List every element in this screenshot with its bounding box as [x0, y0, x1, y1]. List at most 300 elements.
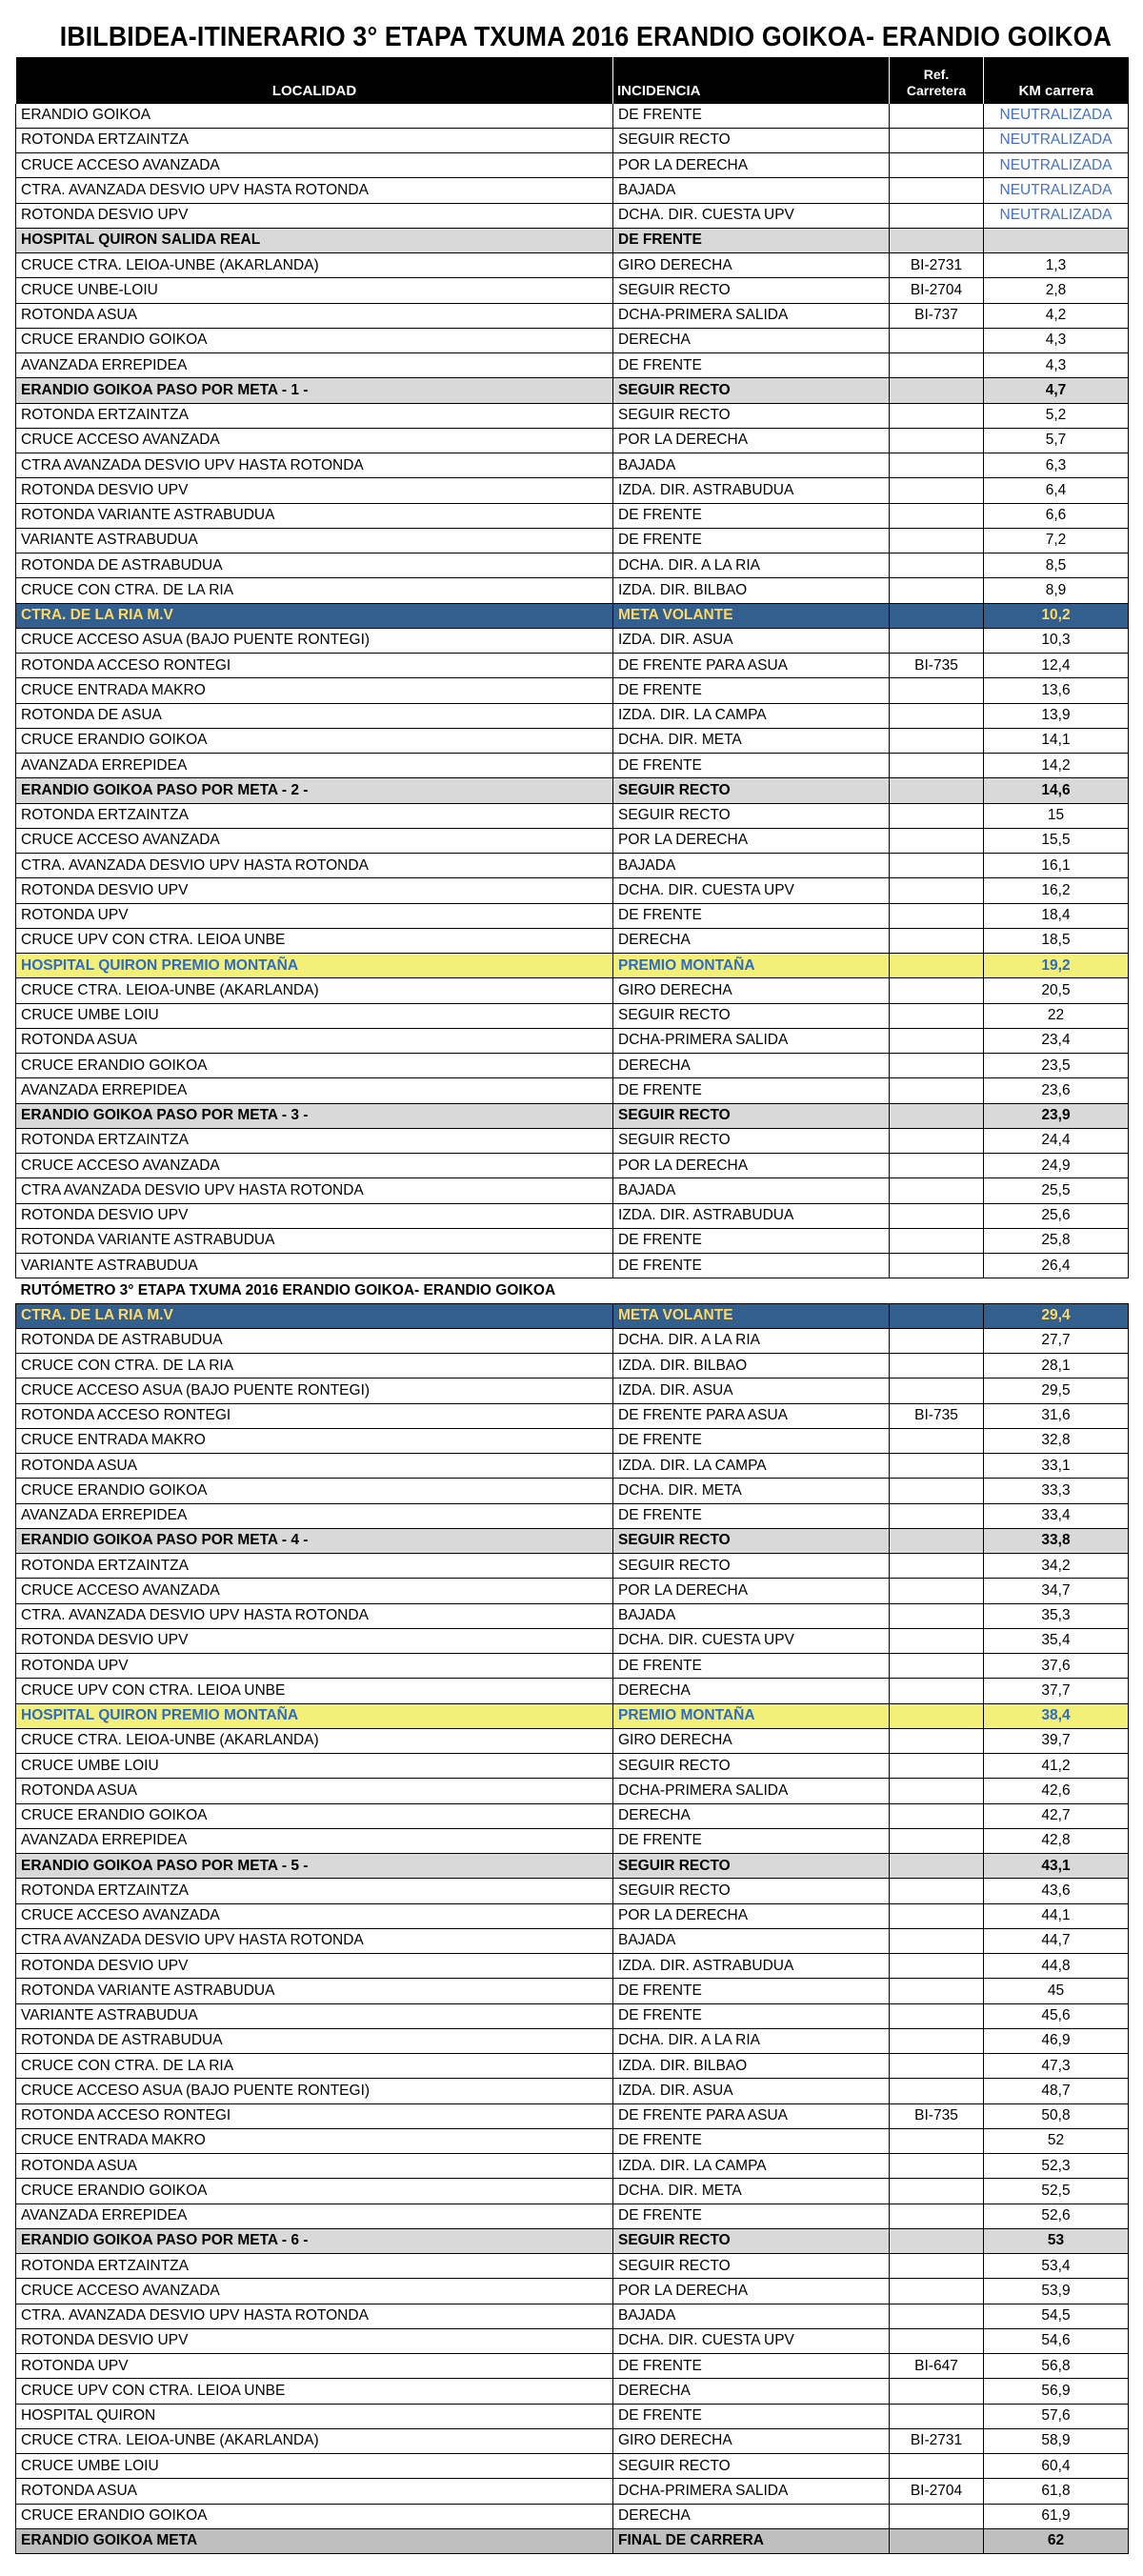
ref-carretera-cell: [890, 453, 984, 478]
ref-carretera-cell: [890, 1803, 984, 1828]
km-cell: 41,2: [984, 1754, 1129, 1779]
table-row: [16, 928, 1129, 953]
table-row: [16, 1728, 1129, 1753]
km-cell: 35,3: [984, 1603, 1129, 1628]
table-row: [16, 2304, 1129, 2328]
localidad-cell: ROTONDA ERTZAINTZA: [16, 128, 613, 152]
incidencia-cell: DE FRENTE: [613, 678, 890, 703]
incidencia-cell: SEGUIR RECTO: [613, 2254, 890, 2279]
localidad-cell: HOSPITAL QUIRON PREMIO MONTAÑA: [16, 954, 613, 978]
ref-carretera-cell: [890, 2404, 984, 2428]
table-row: [16, 403, 1129, 428]
localidad-cell: ROTONDA ASUA: [16, 1454, 613, 1479]
ref-carretera-cell: [890, 1828, 984, 1853]
header-ref-carretera: [890, 57, 984, 103]
ref-carretera-cell: [890, 403, 984, 428]
table-row: [16, 1554, 1129, 1579]
localidad-cell: ERANDIO GOIKOA PASO POR META - 1 -: [16, 378, 613, 403]
incidencia-cell: DE FRENTE: [613, 2204, 890, 2228]
incidencia-cell: DE FRENTE PARA ASUA: [613, 654, 890, 678]
ref-carretera-cell: [890, 2454, 984, 2479]
table-row: [16, 2028, 1129, 2053]
localidad-cell: ROTONDA DESVIO UPV: [16, 878, 613, 903]
ref-carretera-cell: [890, 1854, 984, 1879]
localidad-cell: ROTONDA VARIANTE ASTRABUDUA: [16, 1979, 613, 2003]
incidencia-cell: POR LA DERECHA: [613, 1579, 890, 1603]
km-cell: 29,4: [984, 1303, 1129, 1328]
km-cell: 10,2: [984, 603, 1129, 628]
ref-carretera-cell: [890, 2528, 984, 2553]
incidencia-cell: PREMIO MONTAÑA: [613, 954, 890, 978]
table-row: [16, 603, 1129, 628]
table-row: [16, 2454, 1129, 2479]
localidad-cell: AVANZADA ERREPIDEA: [16, 754, 613, 778]
table-row: [16, 1903, 1129, 1928]
ref-carretera-cell: [890, 1503, 984, 1528]
km-cell: 14,6: [984, 778, 1129, 803]
localidad-cell: ERANDIO GOIKOA PASO POR META - 4 -: [16, 1528, 613, 1553]
localidad-cell: AVANZADA ERREPIDEA: [16, 353, 613, 378]
ref-carretera-cell: [890, 2504, 984, 2528]
localidad-cell: ROTONDA ASUA: [16, 2154, 613, 2179]
localidad-cell: ROTONDA DE ASTRABUDUA: [16, 2028, 613, 2053]
ref-carretera-cell: [890, 728, 984, 753]
localidad-cell: CRUCE UNBE-LOIU: [16, 278, 613, 303]
ref-carretera-cell: [890, 553, 984, 578]
incidencia-cell: SEGUIR RECTO: [613, 403, 890, 428]
table-row: [16, 253, 1129, 278]
table-row: [16, 628, 1129, 653]
localidad-cell: CTRA AVANZADA DESVIO UPV HASTA ROTONDA: [16, 1928, 613, 1953]
km-cell: 24,4: [984, 1128, 1129, 1153]
ref-carretera-cell: [890, 2254, 984, 2279]
ref-carretera-cell: [890, 954, 984, 978]
localidad-cell: CRUCE ERANDIO GOIKOA: [16, 1479, 613, 1503]
ref-carretera-cell: [890, 353, 984, 378]
ref-carretera-cell: [890, 528, 984, 553]
header-incidencia: INCIDENCIA: [613, 57, 890, 103]
km-cell: 25,8: [984, 1228, 1129, 1253]
incidencia-cell: DCHA-PRIMERA SALIDA: [613, 1028, 890, 1053]
table-row: [16, 703, 1129, 728]
km-cell: 61,8: [984, 2479, 1129, 2504]
incidencia-cell: DE FRENTE: [613, 2354, 890, 2379]
table-row: [16, 528, 1129, 553]
incidencia-cell: DCHA. DIR. CUESTA UPV: [613, 878, 890, 903]
table-row: [16, 2079, 1129, 2103]
km-cell: 26,4: [984, 1254, 1129, 1278]
km-cell: 6,3: [984, 453, 1129, 478]
localidad-cell: AVANZADA ERREPIDEA: [16, 1078, 613, 1103]
km-cell: 6,6: [984, 503, 1129, 528]
table-row: [16, 453, 1129, 478]
incidencia-cell: DERECHA: [613, 1679, 890, 1703]
incidencia-cell: BAJADA: [613, 2304, 890, 2328]
km-cell: 44,1: [984, 1903, 1129, 1928]
table-row: [16, 1754, 1129, 1779]
incidencia-cell: META VOLANTE: [613, 1303, 890, 1328]
header-row: [16, 57, 1129, 103]
km-cell: 33,8: [984, 1528, 1129, 1553]
localidad-cell: CRUCE ACCESO AVANZADA: [16, 1154, 613, 1178]
km-cell: 5,2: [984, 403, 1129, 428]
incidencia-cell: POR LA DERECHA: [613, 1154, 890, 1178]
localidad-cell: CTRA. AVANZADA DESVIO UPV HASTA ROTONDA: [16, 2304, 613, 2328]
km-cell: 13,9: [984, 703, 1129, 728]
localidad-cell: CRUCE ENTRADA MAKRO: [16, 2128, 613, 2153]
localidad-cell: ROTONDA VARIANTE ASTRABUDUA: [16, 1228, 613, 1253]
table-row: [16, 754, 1129, 778]
km-cell: 54,6: [984, 2328, 1129, 2353]
incidencia-cell: DE FRENTE: [613, 1654, 890, 1679]
incidencia-cell: SEGUIR RECTO: [613, 1754, 890, 1779]
table-row: [16, 2528, 1129, 2553]
table-row: [16, 1579, 1129, 1603]
localidad-cell: ROTONDA DESVIO UPV: [16, 1203, 613, 1228]
localidad-cell: VARIANTE ASTRABUDUA: [16, 528, 613, 553]
table-row: [16, 1779, 1129, 1803]
incidencia-cell: IZDA. DIR. LA CAMPA: [613, 2154, 890, 2179]
table-row: [16, 1603, 1129, 1628]
km-cell: 52,6: [984, 2204, 1129, 2228]
localidad-cell: CRUCE UPV CON CTRA. LEIOA UNBE: [16, 2379, 613, 2404]
localidad-cell: ERANDIO GOIKOA PASO POR META - 2 -: [16, 778, 613, 803]
localidad-cell: ROTONDA ERTZAINTZA: [16, 403, 613, 428]
table-row: [16, 2254, 1129, 2279]
km-cell: 24,9: [984, 1154, 1129, 1178]
table-row: [16, 128, 1129, 152]
ref-carretera-cell: [890, 1428, 984, 1453]
localidad-cell: ROTONDA ERTZAINTZA: [16, 1554, 613, 1579]
km-cell: 33,1: [984, 1454, 1129, 1479]
table-row: [16, 878, 1129, 903]
localidad-cell: CRUCE ACCESO ASUA (BAJO PUENTE RONTEGI): [16, 2079, 613, 2103]
incidencia-cell: IZDA. DIR. ASUA: [613, 2079, 890, 2103]
localidad-cell: CRUCE ACCESO AVANZADA: [16, 153, 613, 178]
km-cell: 52: [984, 2128, 1129, 2153]
ref-carretera-cell: [890, 1703, 984, 1728]
incidencia-cell: DE FRENTE: [613, 1828, 890, 1853]
km-cell: 27,7: [984, 1328, 1129, 1353]
km-cell: 23,6: [984, 1078, 1129, 1103]
ref-carretera-cell: [890, 1303, 984, 1328]
table-row: [16, 1928, 1129, 1953]
table-row: [16, 178, 1129, 203]
ref-carretera-cell: BI-735: [890, 654, 984, 678]
km-cell: 47,3: [984, 2054, 1129, 2079]
incidencia-cell: DCHA. DIR. META: [613, 728, 890, 753]
ref-carretera-cell: [890, 754, 984, 778]
table-row: [16, 1803, 1129, 1828]
localidad-cell: CTRA AVANZADA DESVIO UPV HASTA ROTONDA: [16, 1178, 613, 1203]
ref-carretera-cell: [890, 1228, 984, 1253]
localidad-cell: CRUCE CON CTRA. DE LA RIA: [16, 578, 613, 603]
ref-carretera-cell: [890, 1728, 984, 1753]
ref-carretera-cell: [890, 378, 984, 403]
incidencia-cell: GIRO DERECHA: [613, 1728, 890, 1753]
incidencia-cell: DCHA. DIR. CUESTA UPV: [613, 1628, 890, 1653]
km-cell: 19,2: [984, 954, 1129, 978]
incidencia-cell: DERECHA: [613, 928, 890, 953]
incidencia-cell: DE FRENTE: [613, 353, 890, 378]
ref-carretera-cell: [890, 2328, 984, 2353]
table-row: [16, 1003, 1129, 1028]
km-cell: 15,5: [984, 828, 1129, 853]
ref-carretera-cell: [890, 1928, 984, 1953]
incidencia-cell: SEGUIR RECTO: [613, 1528, 890, 1553]
incidencia-cell: SEGUIR RECTO: [613, 1554, 890, 1579]
incidencia-cell: POR LA DERECHA: [613, 2279, 890, 2304]
localidad-cell: CRUCE CON CTRA. DE LA RIA: [16, 2054, 613, 2079]
ref-carretera-cell: [890, 1203, 984, 1228]
incidencia-cell: IZDA. DIR. BILBAO: [613, 1354, 890, 1379]
km-cell: 23,5: [984, 1054, 1129, 1078]
table-row: [16, 654, 1129, 678]
ref-carretera-cell: [890, 2179, 984, 2204]
incidencia-cell: DE FRENTE: [613, 903, 890, 928]
km-cell: NEUTRALIZADA: [984, 203, 1129, 228]
ref-carretera-cell: [890, 903, 984, 928]
localidad-cell: CTRA. AVANZADA DESVIO UPV HASTA ROTONDA: [16, 1603, 613, 1628]
incidencia-cell: SEGUIR RECTO: [613, 1879, 890, 1903]
localidad-cell: ROTONDA DESVIO UPV: [16, 203, 613, 228]
localidad-cell: ROTONDA ERTZAINTZA: [16, 803, 613, 828]
localidad-cell: CRUCE ERANDIO GOIKOA: [16, 2504, 613, 2528]
ref-carretera-cell: [890, 1679, 984, 1703]
km-cell: 23,9: [984, 1103, 1129, 1128]
km-cell: 45: [984, 1979, 1129, 2003]
km-cell: 25,5: [984, 1178, 1129, 1203]
ref-carretera-cell: [890, 1379, 984, 1403]
incidencia-cell: DE FRENTE: [613, 1503, 890, 1528]
table-row: [16, 1628, 1129, 1653]
km-cell: 4,3: [984, 328, 1129, 352]
table-row: [16, 553, 1129, 578]
km-cell: 53,9: [984, 2279, 1129, 2304]
table-row: [16, 1128, 1129, 1153]
table-row: [16, 1954, 1129, 1979]
ref-carretera-cell: [890, 1479, 984, 1503]
itinerary-rows: [16, 103, 1129, 2554]
km-cell: 32,8: [984, 1428, 1129, 1453]
km-cell: 46,9: [984, 2028, 1129, 2053]
localidad-cell: CRUCE ACCESO ASUA (BAJO PUENTE RONTEGI): [16, 628, 613, 653]
km-cell: 33,4: [984, 1503, 1129, 1528]
ref-carretera-cell: [890, 803, 984, 828]
incidencia-cell: DE FRENTE PARA ASUA: [613, 1403, 890, 1428]
localidad-cell: CRUCE CON CTRA. DE LA RIA: [16, 1354, 613, 1379]
km-cell: 15: [984, 803, 1129, 828]
incidencia-cell: FINAL DE CARRERA: [613, 2528, 890, 2553]
incidencia-cell: DE FRENTE: [613, 1979, 890, 2003]
km-cell: 60,4: [984, 2454, 1129, 2479]
incidencia-cell: DE FRENTE: [613, 503, 890, 528]
localidad-cell: ROTONDA DESVIO UPV: [16, 1954, 613, 1979]
table-row: [16, 2003, 1129, 2028]
table-row: [16, 1879, 1129, 1903]
table-row: [16, 153, 1129, 178]
ref-carretera-cell: BI-647: [890, 2354, 984, 2379]
localidad-cell: CRUCE ERANDIO GOIKOA: [16, 328, 613, 352]
km-cell: 14,1: [984, 728, 1129, 753]
km-cell: 8,5: [984, 553, 1129, 578]
ref-carretera-cell: [890, 1903, 984, 1928]
table-row: [16, 1303, 1129, 1328]
localidad-cell: CRUCE ACCESO AVANZADA: [16, 2279, 613, 2304]
localidad-cell: ROTONDA ERTZAINTZA: [16, 2254, 613, 2279]
localidad-cell: CTRA. AVANZADA DESVIO UPV HASTA ROTONDA: [16, 854, 613, 878]
ref-carretera-cell: [890, 703, 984, 728]
km-cell: 10,3: [984, 628, 1129, 653]
ref-carretera-cell: [890, 1779, 984, 1803]
km-cell: 39,7: [984, 1728, 1129, 1753]
ref-carretera-cell: BI-737: [890, 303, 984, 328]
km-cell: 43,1: [984, 1854, 1129, 1879]
incidencia-cell: DERECHA: [613, 2504, 890, 2528]
table-row: [16, 2279, 1129, 2304]
localidad-cell: AVANZADA ERREPIDEA: [16, 1503, 613, 1528]
table-row: [16, 954, 1129, 978]
incidencia-cell: DERECHA: [613, 1054, 890, 1078]
incidencia-cell: DCHA. DIR. A LA RIA: [613, 2028, 890, 2053]
ref-carretera-cell: [890, 2079, 984, 2103]
incidencia-cell: BAJADA: [613, 1603, 890, 1628]
incidencia-cell: DERECHA: [613, 2379, 890, 2404]
localidad-cell: ROTONDA DE ASUA: [16, 703, 613, 728]
localidad-cell: ROTONDA ACCESO RONTEGI: [16, 654, 613, 678]
ref-carretera-cell: [890, 628, 984, 653]
incidencia-cell: SEGUIR RECTO: [613, 778, 890, 803]
km-cell: 18,5: [984, 928, 1129, 953]
incidencia-cell: IZDA. DIR. ASUA: [613, 1379, 890, 1403]
localidad-cell: CRUCE ACCESO ASUA (BAJO PUENTE RONTEGI): [16, 1379, 613, 1403]
localidad-cell: ROTONDA ASUA: [16, 1779, 613, 1803]
section-subtitle: RUTÓMETRO 3° ETAPA TXUMA 2016 ERANDIO GOIKOA- ERANDIO GOIKOA: [16, 1278, 1129, 1303]
km-cell: 4,3: [984, 353, 1129, 378]
km-cell: 20,5: [984, 978, 1129, 1003]
localidad-cell: ROTONDA ACCESO RONTEGI: [16, 2103, 613, 2128]
incidencia-cell: SEGUIR RECTO: [613, 1003, 890, 1028]
incidencia-cell: BAJADA: [613, 178, 890, 203]
km-cell: 61,9: [984, 2504, 1129, 2528]
km-cell: 4,2: [984, 303, 1129, 328]
localidad-cell: ERANDIO GOIKOA: [16, 103, 613, 128]
incidencia-cell: DCHA. DIR. CUESTA UPV: [613, 2328, 890, 2353]
table-row: [16, 278, 1129, 303]
table-row: [16, 578, 1129, 603]
localidad-cell: ROTONDA DESVIO UPV: [16, 478, 613, 503]
localidad-cell: VARIANTE ASTRABUDUA: [16, 2003, 613, 2028]
table-row: [16, 1828, 1129, 1853]
localidad-cell: ROTONDA VARIANTE ASTRABUDUA: [16, 503, 613, 528]
ref-carretera-cell: [890, 1654, 984, 1679]
localidad-cell: CRUCE ACCESO AVANZADA: [16, 828, 613, 853]
localidad-cell: CRUCE ERANDIO GOIKOA: [16, 1803, 613, 1828]
table-row: [16, 2103, 1129, 2128]
incidencia-cell: DE FRENTE: [613, 2003, 890, 2028]
incidencia-cell: POR LA DERECHA: [613, 1903, 890, 1928]
km-cell: 52,3: [984, 2154, 1129, 2179]
km-cell: 8,9: [984, 578, 1129, 603]
itinerary-table: [15, 57, 1129, 2554]
incidencia-cell: IZDA. DIR. BILBAO: [613, 2054, 890, 2079]
km-cell: 53: [984, 2228, 1129, 2253]
table-row: [16, 828, 1129, 853]
ref-carretera-cell: BI-2731: [890, 253, 984, 278]
ref-carretera-cell: [890, 1979, 984, 2003]
ref-carretera-cell: BI-2704: [890, 2479, 984, 2504]
ref-carretera-cell: [890, 1054, 984, 1078]
localidad-cell: CRUCE CTRA. LEIOA-UNBE (AKARLANDA): [16, 978, 613, 1003]
km-cell: 1,3: [984, 253, 1129, 278]
table-row: [16, 903, 1129, 928]
ref-carretera-cell: [890, 503, 984, 528]
incidencia-cell: SEGUIR RECTO: [613, 128, 890, 152]
incidencia-cell: SEGUIR RECTO: [613, 2454, 890, 2479]
localidad-cell: CRUCE ACCESO AVANZADA: [16, 1903, 613, 1928]
incidencia-cell: DCHA-PRIMERA SALIDA: [613, 2479, 890, 2504]
ref-carretera-cell: [890, 1628, 984, 1653]
km-cell: 45,6: [984, 2003, 1129, 2028]
km-cell: 42,8: [984, 1828, 1129, 1853]
ref-carretera-cell: [890, 1103, 984, 1128]
localidad-cell: CRUCE CTRA. LEIOA-UNBE (AKARLANDA): [16, 1728, 613, 1753]
km-cell: 14,2: [984, 754, 1129, 778]
table-row: [16, 1854, 1129, 1879]
incidencia-cell: IZDA. DIR. ASTRABUDUA: [613, 478, 890, 503]
ref-carretera-cell: [890, 1354, 984, 1379]
km-cell: NEUTRALIZADA: [984, 178, 1129, 203]
table-row: [16, 1479, 1129, 1503]
localidad-cell: ERANDIO GOIKOA PASO POR META - 5 -: [16, 1854, 613, 1879]
ref-carretera-cell: [890, 1003, 984, 1028]
incidencia-cell: SEGUIR RECTO: [613, 378, 890, 403]
ref-carretera-cell: BI-2704: [890, 278, 984, 303]
localidad-cell: ROTONDA ASUA: [16, 303, 613, 328]
incidencia-cell: GIRO DERECHA: [613, 253, 890, 278]
header-ref-line1: Ref.: [923, 66, 950, 82]
localidad-cell: CTRA. AVANZADA DESVIO UPV HASTA ROTONDA: [16, 178, 613, 203]
ref-carretera-cell: [890, 2204, 984, 2228]
ref-carretera-cell: [890, 603, 984, 628]
ref-carretera-cell: BI-735: [890, 1403, 984, 1428]
table-row: [16, 1203, 1129, 1228]
localidad-cell: ROTONDA DE ASTRABUDUA: [16, 1328, 613, 1353]
incidencia-cell: SEGUIR RECTO: [613, 1103, 890, 1128]
incidencia-cell: IZDA. DIR. ASUA: [613, 628, 890, 653]
table-row: [16, 1679, 1129, 1703]
ref-carretera-cell: [890, 1954, 984, 1979]
header-km-carrera: KM carrera: [984, 57, 1129, 103]
km-cell: 44,7: [984, 1928, 1129, 1953]
km-cell: 52,5: [984, 2179, 1129, 2204]
ref-carretera-cell: [890, 1454, 984, 1479]
km-cell: 18,4: [984, 903, 1129, 928]
table-row: [16, 803, 1129, 828]
ref-carretera-cell: [890, 828, 984, 853]
table-row: [16, 2479, 1129, 2504]
km-cell: 54,5: [984, 2304, 1129, 2328]
km-cell: 6,4: [984, 478, 1129, 503]
localidad-cell: ROTONDA ASUA: [16, 2479, 613, 2504]
incidencia-cell: PREMIO MONTAÑA: [613, 1703, 890, 1728]
ref-carretera-cell: [890, 878, 984, 903]
incidencia-cell: IZDA. DIR. LA CAMPA: [613, 1454, 890, 1479]
incidencia-cell: POR LA DERECHA: [613, 428, 890, 453]
localidad-cell: CTRA. DE LA RIA M.V: [16, 1303, 613, 1328]
table-row: [16, 1454, 1129, 1479]
localidad-cell: ROTONDA DESVIO UPV: [16, 2328, 613, 2353]
